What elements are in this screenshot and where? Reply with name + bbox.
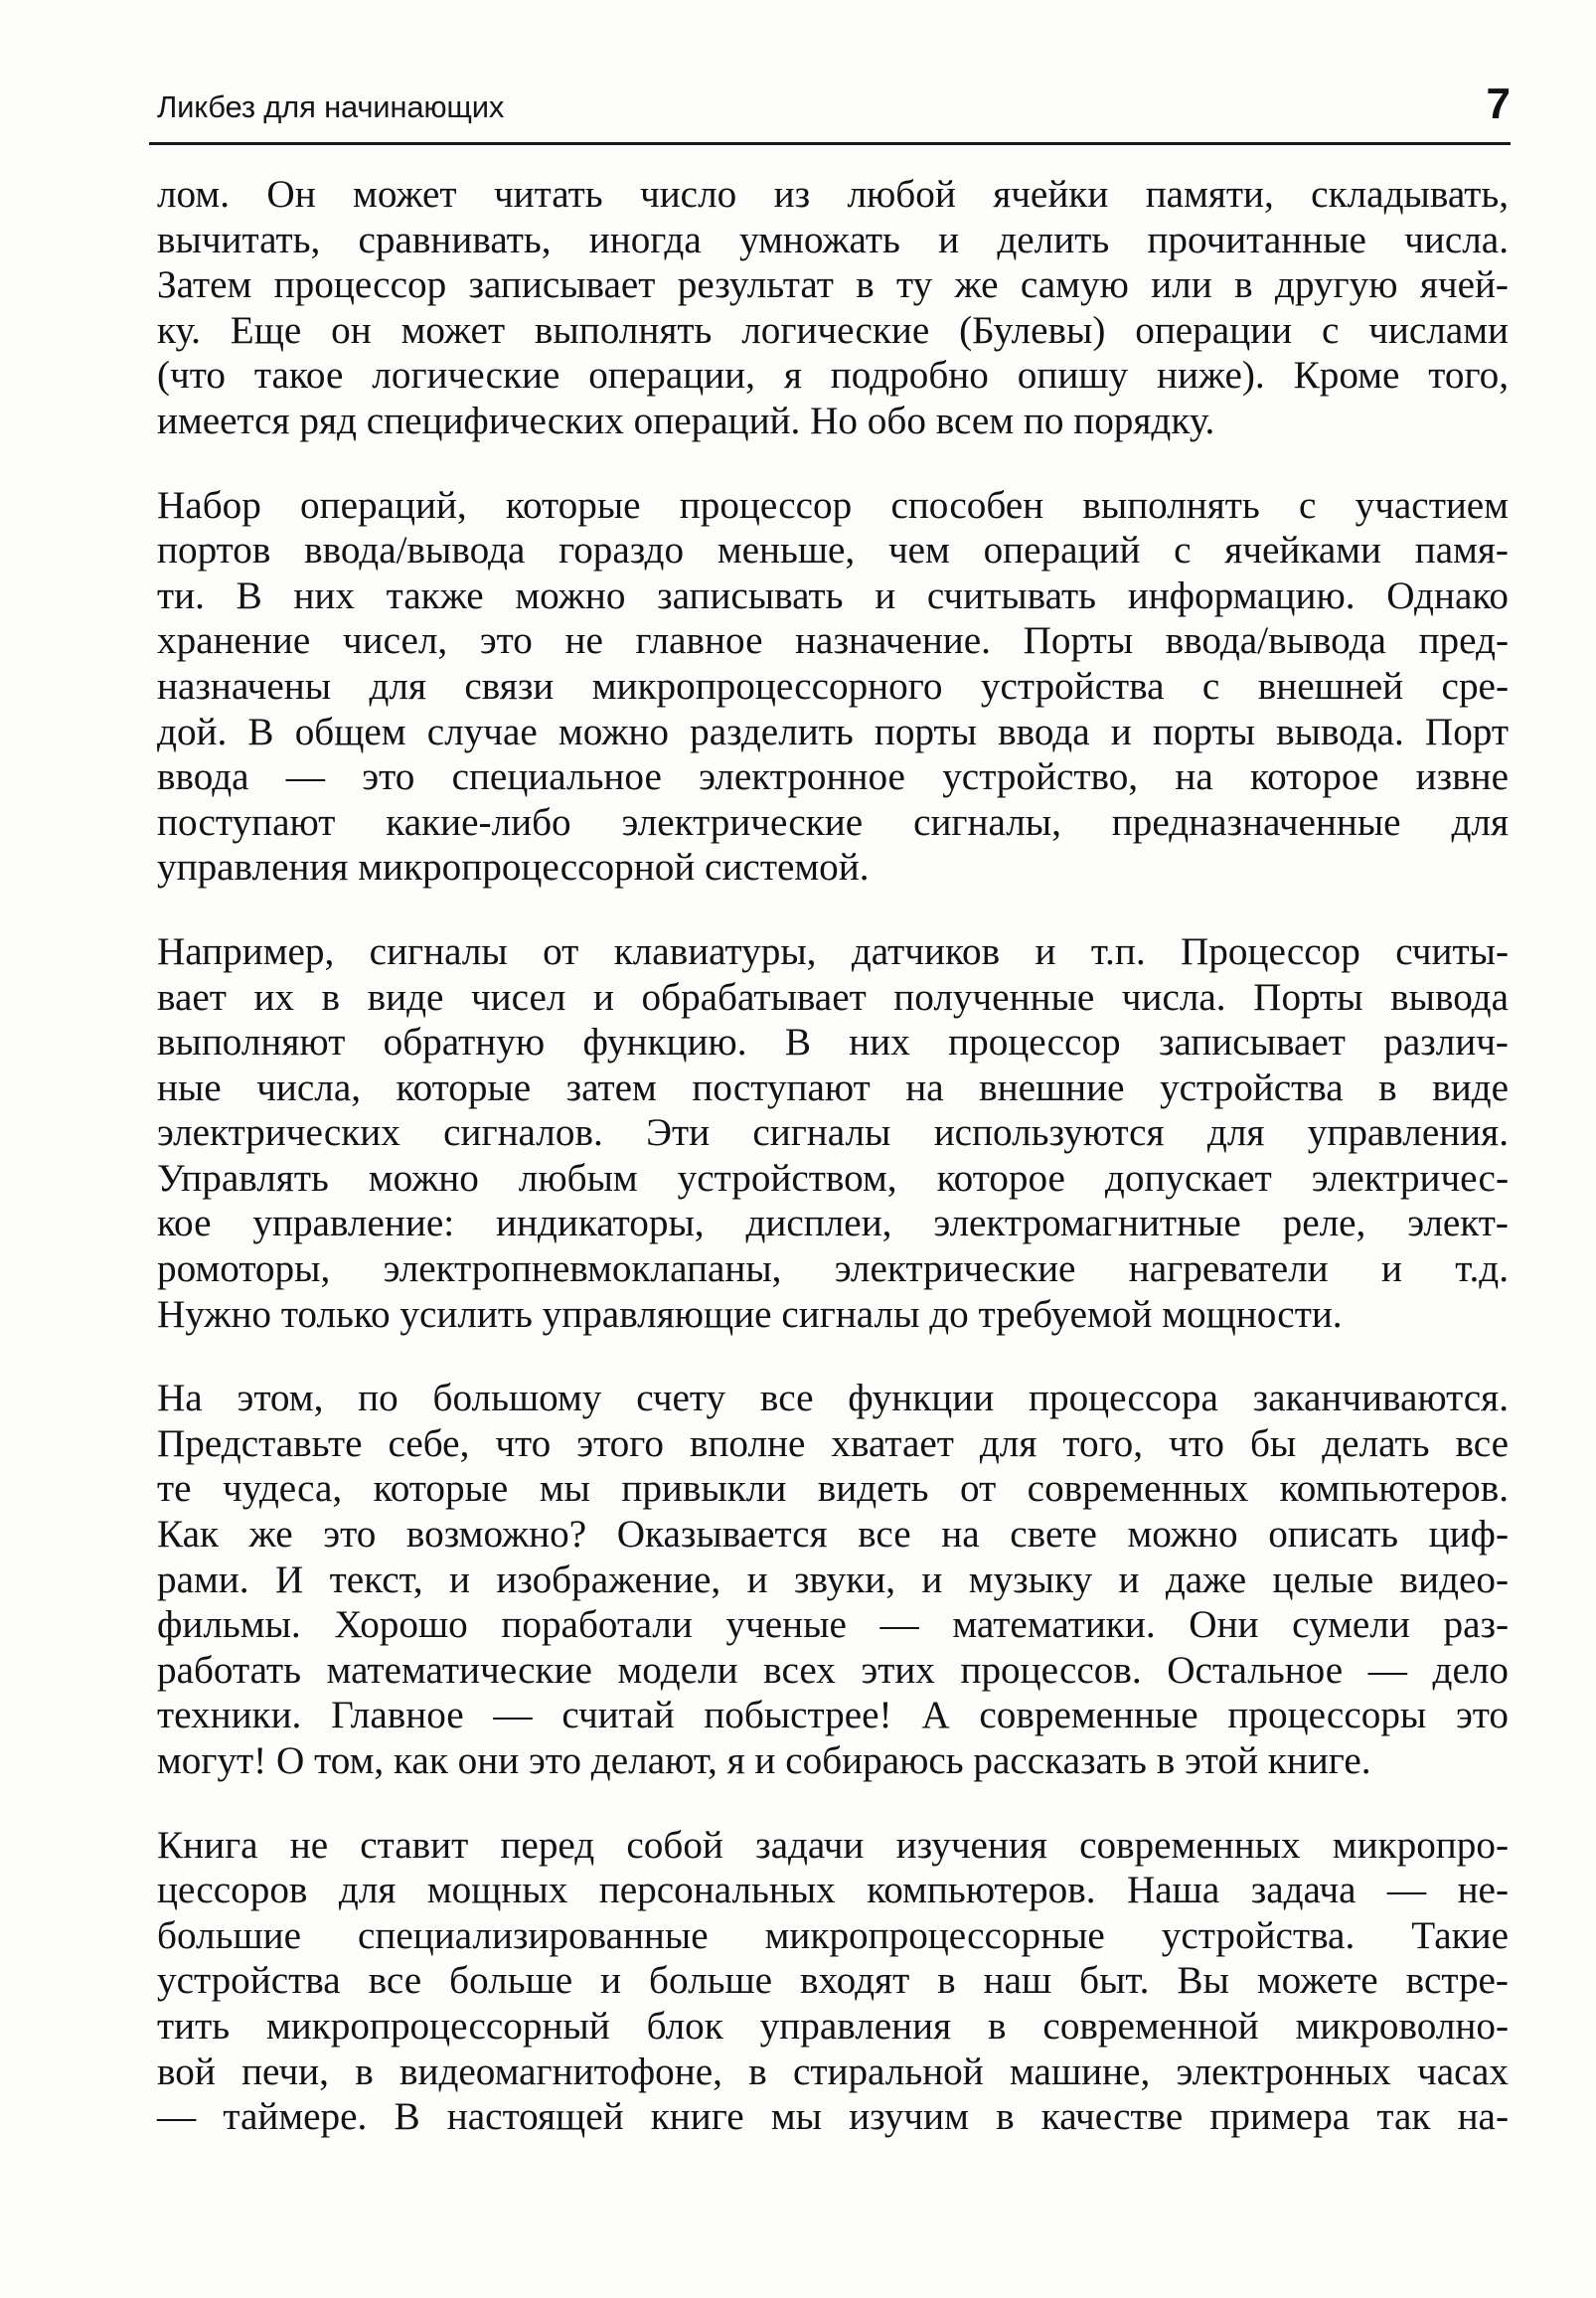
text-line: цессоров для мощных персональных компьютеров. Наша задача — не- (157, 1869, 1509, 1912)
body-text (157, 172, 1509, 2179)
text-line: Например, сигналы от клавиатуры, датчиков и т.п. Процессор считы- (157, 929, 1509, 973)
text-line: Представьте себе, что этого вполне хватает для того, что бы делать все (157, 1421, 1509, 1465)
text-line: кое управление: индикаторы, дисплеи, электромагнитные реле, элект- (157, 1202, 1509, 1245)
text-line: ные числа, которые затем поступают на внешние устройства в виде (157, 1066, 1509, 1109)
text-line: работать математические модели всех этих процессов. Остальное — дело (157, 1648, 1509, 1692)
page-header (149, 80, 1511, 145)
text-line: выполняют обратную функцию. В них процессор записывает различ- (157, 1021, 1509, 1065)
text-line: те чудеса, которые мы привыкли видеть от современных компьютеров. (157, 1467, 1509, 1511)
paragraph (157, 1376, 1509, 1783)
text-line: назначены для связи микропроцессорного устройства с внешней сре- (157, 664, 1509, 708)
text-line: устройства все больше и больше входят в наш быт. Вы можете встре- (157, 1959, 1509, 2003)
text-line: ромоторы, электропневмоклапаны, электрические нагреватели и т.д. (157, 1247, 1509, 1291)
text-line: техники. Главное — считай побыстрее! А современные процессоры это (157, 1694, 1509, 1737)
text-line: поступают какие-либо электрические сигналы, предназначенные для (157, 800, 1509, 844)
text-line: хранение чисел, это не главное назначение. Порты ввода/вывода пред- (157, 619, 1509, 663)
text-line: ку. Еще он может выполнять логические (Булевы) операции с числами (157, 308, 1509, 352)
text-line: — таймере. В настоящей книге мы изучим в качестве примера так на- (157, 2095, 1509, 2139)
text-line: Книга не ставит перед собой задачи изучения современных микропро- (157, 1823, 1509, 1867)
text-line: могут! О том, как они это делают, я и собираюсь рассказать в этой книге. (157, 1739, 1371, 1782)
text-line: тить микропроцессорный блок управления в современной микроволно- (157, 2004, 1509, 2048)
text-line: Как же это возможно? Оказывается все на свете можно описать циф- (157, 1513, 1509, 1557)
text-line: Набор операций, которые процессор способен выполнять с участием (157, 483, 1509, 527)
text-line: большие специализированные микропроцессорные устройства. Такие (157, 1913, 1509, 1957)
paragraph (157, 929, 1509, 1337)
text-line: электрических сигналов. Эти сигналы используются для управления. (157, 1111, 1509, 1155)
paragraph (157, 483, 1509, 891)
text-line: управления микропроцессорной системой. (157, 846, 870, 890)
text-line: Управлять можно любым устройством, которое допускает электричес- (157, 1156, 1509, 1200)
paragraph (157, 172, 1509, 444)
text-line: вой печи, в видеомагнитофоне, в стиральной машине, электронных часах (157, 2050, 1509, 2093)
text-line: дой. В общем случае можно разделить порты ввода и порты вывода. Порт (157, 710, 1509, 753)
text-line: вает их в виде чисел и обрабатывает полученные числа. Порты вывода (157, 975, 1509, 1019)
text-line: рами. И текст, и изображение, и звуки, и музыку и даже целые видео- (157, 1558, 1509, 1601)
text-line: лом. Он может читать число из любой ячейки памяти, складывать, (157, 173, 1509, 216)
page-number: 7 (1486, 80, 1511, 128)
text-line: (что такое логические операции, я подробно опишу ниже). Кроме того, (157, 354, 1509, 398)
text-line: Затем процессор записывает результат в ту же самую или в другую ячей- (157, 263, 1509, 307)
text-line: ти. В них также можно записывать и считывать информацию. Однако (157, 574, 1509, 617)
text-line: ввода — это специальное электронное устройство, на которое извне (157, 755, 1509, 799)
text-line: портов ввода/вывода гораздо меньше, чем операций с ячейками памя- (157, 529, 1509, 573)
text-line: имеется ряд специфических операций. Но обо всем по порядку. (157, 399, 1215, 442)
header-rule (149, 142, 1511, 145)
text-line: фильмы. Хорошо поработали ученые — математики. Они сумели раз- (157, 1603, 1509, 1647)
paragraph (157, 1823, 1509, 2140)
text-line: вычитать, сравнивать, иногда умножать и делить прочитанные числа. (157, 218, 1509, 261)
running-title: Ликбез для начинающих (157, 89, 505, 124)
text-line: Нужно только усилить управляющие сигналы до требуемой мощности. (157, 1292, 1343, 1336)
text-line: На этом, по большому счету все функции процессора заканчиваются. (157, 1377, 1509, 1420)
